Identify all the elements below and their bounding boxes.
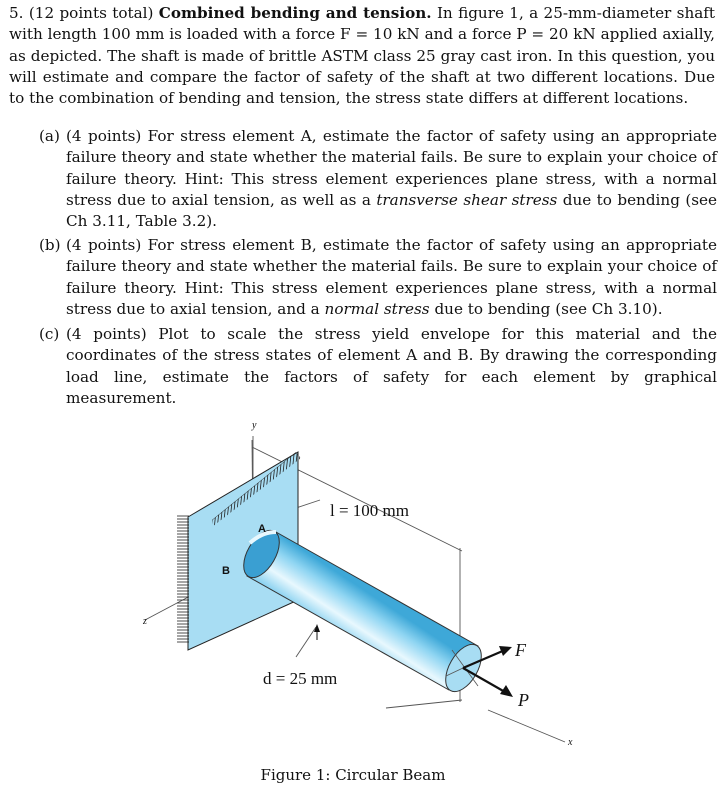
hatch-line — [304, 445, 313, 530]
figure-caption: Figure 1: Circular Beam — [260, 766, 446, 784]
shaft-body — [247, 532, 478, 690]
x-axis-line — [488, 710, 565, 742]
hatch-line — [313, 445, 322, 530]
problem-body: In figure 1, a 25-mm-diameter shaft with length 100 mm is loaded with a force F = 10 kN and a force P = 20 kN applied axially, as depicted. The shaft is made of brittle ASTM class 25 gray cast iron. In this question, you will estimate and compare the factor of safety of the shaft at two different locations. Due to the combination of bending and tension, the stress state differs at different locations. — [9, 4, 716, 108]
dim-leader-d — [296, 627, 316, 657]
problem-title: Combined bending and tension. — [158, 4, 432, 22]
point-a-label: A — [258, 523, 266, 535]
part-a-text-end: due to bending (see Ch 3.11, Table 3.2). — [66, 190, 718, 231]
axis-x-label: x — [568, 737, 573, 748]
problem-number: 5. — [9, 4, 24, 22]
part-b — [39, 235, 717, 320]
hatch-line — [316, 445, 325, 530]
part-a-emphasis: transverse shear stress — [376, 190, 558, 209]
hatch-line — [307, 445, 316, 530]
part-b-label: (b) — [39, 236, 61, 254]
force-f-label: F — [515, 640, 526, 660]
length-label: l = 100 mm — [330, 501, 410, 520]
part-b-emphasis: normal stress — [324, 299, 430, 318]
axis-y-label: y — [252, 420, 257, 431]
part-c-label: (c) — [39, 325, 60, 343]
diameter-label: d = 25 mm — [263, 669, 338, 688]
force-p-label: P — [518, 690, 529, 710]
problem-statement — [9, 3, 715, 109]
part-c-text: (4 points) Plot to scale the stress yield envelope for this material and the coordinates of the stress states of element A and B. By drawing the corresponding load line, estimate the factors of safety for each element by graphical measurement. — [66, 325, 717, 407]
circular-beam-figure — [0, 400, 726, 787]
hatch-line — [310, 445, 319, 530]
axis-z-label: z — [143, 616, 147, 627]
problem-points: (12 points total) — [28, 4, 154, 22]
part-a — [39, 126, 717, 232]
part-a-text: (4 points) For stress element A, estimate the factor of safety using an appropriate failure theory and state whether the material fails. Be sure to explain your choice of failure theory. Hint: This stress element experiences plane stress, with a normal stress due to axial tension, as well as a — [66, 127, 717, 209]
wall-hatch-left — [177, 516, 189, 642]
part-a-label: (a) — [39, 127, 60, 145]
part-c — [39, 324, 717, 409]
point-b-label: B — [222, 565, 230, 577]
part-b-text: (4 points) For stress element B, estimate the factor of safety using an appropriate failure theory and state whether the material fails. Be sure to explain your choice of failure theory. Hint: This stress element experiences plane stress, with a normal stress due to axial tension, and a — [66, 236, 717, 318]
part-b-text-end: due to bending (see Ch 3.10). — [434, 299, 663, 318]
hatch-line — [319, 445, 328, 530]
dim-ext-bottom — [386, 700, 462, 708]
hatch-line — [301, 445, 310, 530]
